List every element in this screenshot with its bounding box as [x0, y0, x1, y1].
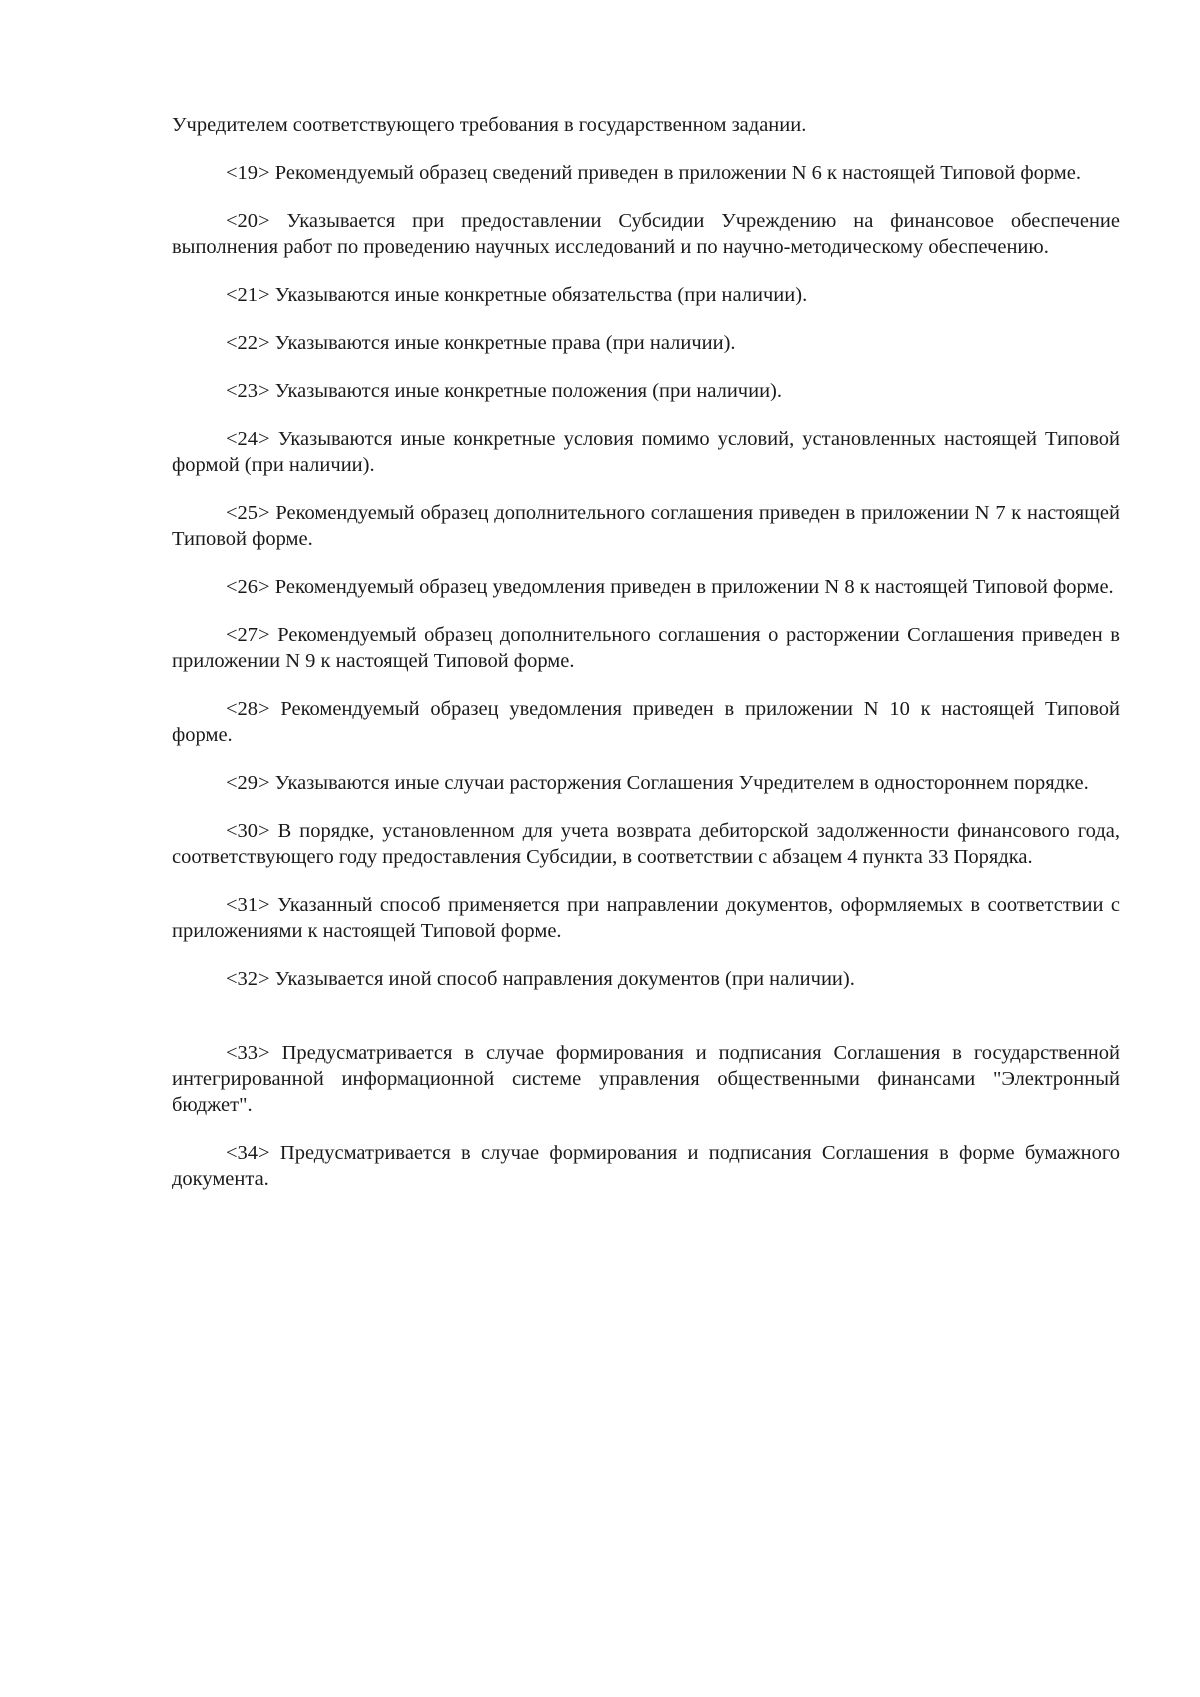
footnote-34: <34> Предусматривается в случае формирования и подписания Соглашения в форме бумажного документа. — [172, 1142, 1120, 1190]
footnote-32: <32> Указывается иной способ направления документов (при наличии). — [226, 968, 855, 990]
footnote-20: <20> Указывается при предоставлении Субсидии Учреждению на финансовое обеспечение выполнения работ по проведению научных исследований и по научно-методическому обеспечению. — [172, 210, 1120, 258]
footnote-19: <19> Рекомендуемый образец сведений приведен в приложении N 6 к настоящей Типовой форме. — [226, 162, 1081, 184]
document-page — [172, 112, 1120, 1214]
footnote-27: <27> Рекомендуемый образец дополнительного соглашения о расторжении Соглашения приведен в приложении N 9 к настоящей Типовой форме. — [172, 624, 1120, 672]
footnote-21: <21> Указываются иные конкретные обязательства (при наличии). — [226, 284, 808, 306]
footnote-28: <28> Рекомендуемый образец уведомления приведен в приложении N 10 к настоящей Типовой форме. — [172, 698, 1120, 746]
footnote-31: <31> Указанный способ применяется при направлении документов, оформляемых в соответствии с приложениями к настоящей Типовой форме. — [172, 894, 1120, 942]
footnote-25: <25> Рекомендуемый образец дополнительного соглашения приведен в приложении N 7 к настоящей Типовой форме. — [172, 502, 1120, 550]
footnote-23: <23> Указываются иные конкретные положения (при наличии). — [226, 380, 783, 402]
footnote-30: <30> В порядке, установленном для учета возврата дебиторской задолженности финансового года, соответствующего году предоставления Субсидии, в соответствии с абзацем 4 пункта 33 Порядка. — [172, 820, 1120, 868]
footnote-22: <22> Указываются иные конкретные права (при наличии). — [226, 332, 736, 354]
footnote-26: <26> Рекомендуемый образец уведомления приведен в приложении N 8 к настоящей Типовой форме. — [226, 576, 1114, 598]
footnote-33: <33> Предусматривается в случае формирования и подписания Соглашения в государственной интегрированной информационной системе управления общественными финансами "Электронный бюджет". — [172, 1042, 1120, 1116]
paragraph-continuation: Учредителем соответствующего требования в государственном задании. — [172, 114, 807, 136]
footnote-24: <24> Указываются иные конкретные условия помимо условий, установленных настоящей Типовой формой (при наличии). — [172, 428, 1120, 476]
footnote-29: <29> Указываются иные случаи расторжения Соглашения Учредителем в одностороннем порядке. — [226, 772, 1089, 794]
